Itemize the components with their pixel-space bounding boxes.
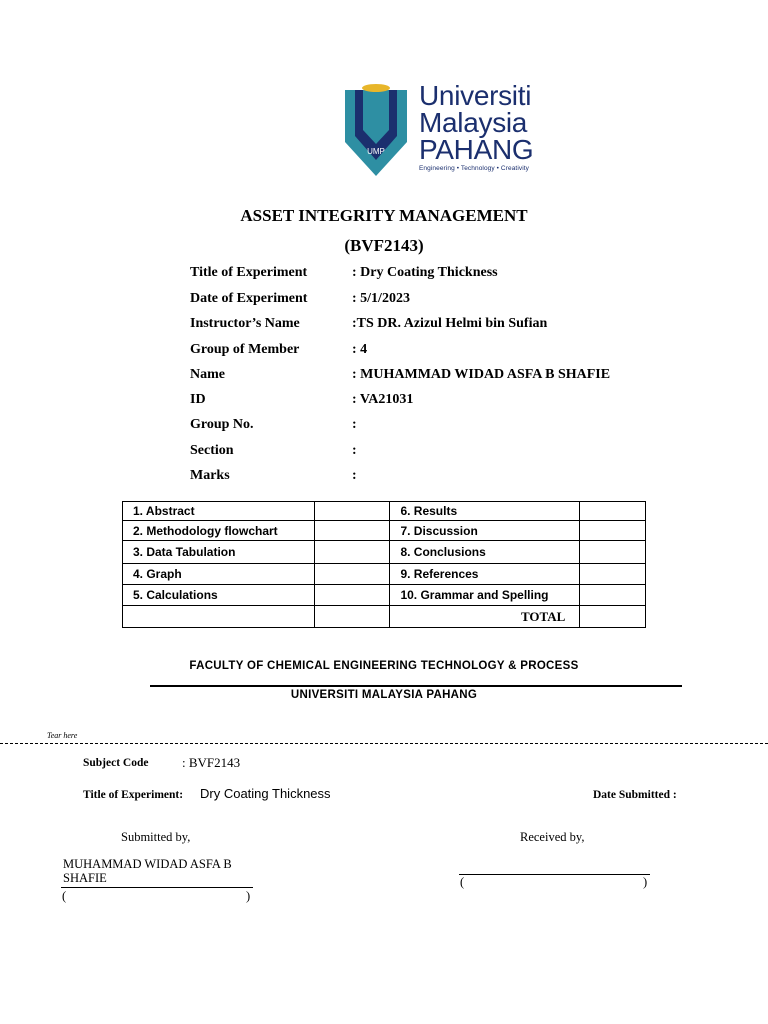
receiver-paren-open: ( <box>460 875 465 889</box>
info-value: : MUHAMMAD WIDAD ASFA B SHAFIE <box>352 367 611 382</box>
tear-line <box>0 743 768 744</box>
svg-text:UMP: UMP <box>367 147 385 156</box>
info-row-section <box>190 443 690 465</box>
faculty-name: FACULTY OF CHEMICAL ENGINEERING TECHNOLOGY & PROCESS <box>189 660 579 672</box>
tear-here-label: Tear here <box>47 731 78 740</box>
submitter-name-line-2: SHAFIE <box>63 871 107 885</box>
logo-wordmark <box>419 82 533 172</box>
subject-code-label: Subject Code <box>83 757 149 769</box>
criterion-cell: 3. Data Tabulation <box>123 541 315 564</box>
info-value: : 5/1/2023 <box>352 291 410 306</box>
submitter-name <box>63 857 232 885</box>
info-label: Instructor’s Name <box>190 316 300 331</box>
submitter-name-line-1: MUHAMMAD WIDAD ASFA B <box>63 857 232 871</box>
mark-cell[interactable] <box>314 585 390 606</box>
info-value: :TS DR. Azizul Helmi bin Sufian <box>352 316 548 331</box>
info-label: Group No. <box>190 417 254 432</box>
submitted-by-label: Submitted by, <box>121 830 191 844</box>
submitter-signature-line <box>61 887 253 888</box>
table-row <box>123 564 646 585</box>
criterion-cell: 8. Conclusions <box>390 541 580 564</box>
mark-cell[interactable] <box>580 502 646 521</box>
table-row <box>123 541 646 564</box>
logo-line-1: Universiti <box>419 80 532 111</box>
table-row <box>123 585 646 606</box>
info-row-instructor <box>190 316 690 338</box>
logo-line-3: PAHANG <box>419 134 534 165</box>
info-value: : Dry Coating Thickness <box>352 265 498 280</box>
info-label: Title of Experiment <box>190 265 308 280</box>
submitter-paren-close: ) <box>246 889 251 903</box>
divider <box>150 685 682 687</box>
info-label: Date of Experiment <box>190 291 308 306</box>
subject-code-value: : BVF2143 <box>182 755 241 770</box>
info-label: Group of Member <box>190 342 300 357</box>
mark-cell[interactable] <box>314 521 390 541</box>
criterion-cell: 1. Abstract <box>123 502 315 521</box>
info-row-group-no <box>190 417 690 439</box>
info-row-title <box>190 265 690 287</box>
criterion-cell: 10. Grammar and Spelling <box>390 585 580 606</box>
empty-cell <box>123 606 315 628</box>
receiver-paren-close: ) <box>643 875 648 889</box>
info-value: : <box>352 417 357 432</box>
info-label: Section <box>190 443 234 458</box>
info-label: Name <box>190 367 225 382</box>
mark-cell[interactable] <box>314 564 390 585</box>
logo-line-2: Malaysia <box>419 107 528 138</box>
info-row-group-member <box>190 342 690 364</box>
mark-cell[interactable] <box>314 541 390 564</box>
info-value: : VA21031 <box>352 392 414 407</box>
mark-cell[interactable] <box>580 564 646 585</box>
info-value: : 4 <box>352 342 368 357</box>
criterion-cell: 4. Graph <box>123 564 315 585</box>
mark-cell[interactable] <box>580 585 646 606</box>
info-row-date <box>190 291 690 313</box>
marks-table <box>122 501 646 628</box>
criterion-cell: 5. Calculations <box>123 585 315 606</box>
info-label: Marks <box>190 468 230 483</box>
course-code: (BVF2143) <box>344 236 424 255</box>
info-value: : <box>352 468 357 483</box>
info-row-id <box>190 392 690 414</box>
criterion-cell: 7. Discussion <box>390 521 580 541</box>
receiver-signature-line <box>459 874 650 875</box>
table-row <box>123 521 646 541</box>
info-row-marks <box>190 468 690 490</box>
submitter-paren-open: ( <box>62 889 67 903</box>
criterion-cell: 6. Results <box>390 502 580 521</box>
logo-tagline: Engineering • Technology • Creativity <box>419 165 530 172</box>
criterion-cell: 9. References <box>390 564 580 585</box>
mark-cell[interactable] <box>580 521 646 541</box>
slip-title-value: Dry Coating Thickness <box>200 786 331 801</box>
slip-title-label: Title of Experiment: <box>83 789 184 801</box>
date-submitted-label: Date Submitted : <box>593 789 677 801</box>
empty-cell <box>314 606 390 628</box>
mark-cell[interactable] <box>580 541 646 564</box>
info-row-name <box>190 367 690 389</box>
university-name: UNIVERSITI MALAYSIA PAHANG <box>290 689 478 701</box>
info-label: ID <box>190 392 206 407</box>
mark-cell[interactable] <box>314 502 390 521</box>
info-value: : <box>352 443 357 458</box>
table-row-total <box>123 606 646 628</box>
total-label: TOTAL <box>390 606 580 628</box>
criterion-cell: 2. Methodology flowchart <box>123 521 315 541</box>
table-row <box>123 502 646 521</box>
received-by-label: Received by, <box>520 830 585 844</box>
document-title: ASSET INTEGRITY MANAGEMENT <box>240 206 528 225</box>
total-mark-cell[interactable] <box>580 606 646 628</box>
